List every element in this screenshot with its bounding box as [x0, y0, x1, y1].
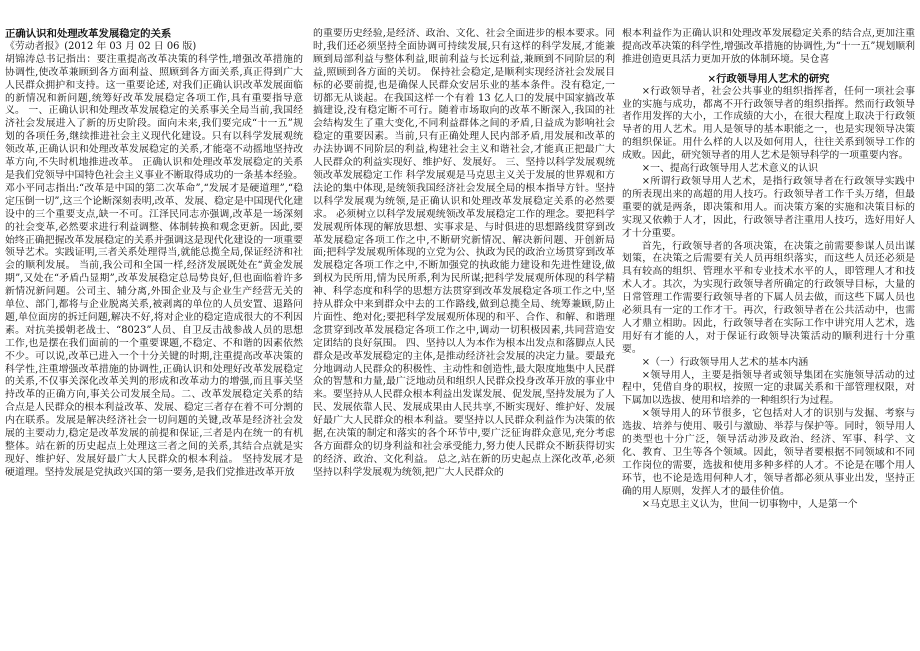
article-body-part-3: 根本利益作为正确认识和处理改革发展稳定关系的结合点,更加注重提高改革决策的科学性,增强改革措施的协调性,为“十一五”规划顺利推进创造更具活力更加开放的体制环境。吴仓喜: [622, 28, 915, 65]
column-right: [622, 28, 915, 642]
article-body-part-2: 的重要历史经验,是经济、政治、文化、社会全面进步的根本要求。同时,我们还必须坚持全面协调可持续发展,只有这样的科学发展,才能兼顾到局部利益与整体利益,眼前利益与长远利益,兼顾到不同阶层的利益,照顾到各方面的关切。 保持社会稳定,是顺利实现经济社会发展目标的必要前提,也是确保人民群众安居乐业的基本条件。没有稳定,一切都无从谈起。在我国这样一个有着 13 亿人口的发展中国家搞改革搞建设,没有稳定断不可行。随着市场取向的改革不断深入,我国的社会结构发生了重大变化,不同利益群体之间的矛盾,日益成为影响社会稳定的重要因素。当前,只有正确处理人民内部矛盾,用发展和改革的办法协调不同阶层的利益,构建社会主义和谐社会,才能真正把最广大人民群众的利益实现好、维护好、发展好。 三、坚持以科学发展观统领改革发展稳定工作 科学发展观是马克思主义关于发展的世界观和方法论的集中体现,是统领我国经济社会发展全局的根本指导方针。坚持以科学发展观为统领,是正确认识和处理改革发展稳定关系的必然要求。 必须树立以科学发展观统领改革发展稳定工作的理念。要把科学发展观所体现的解放思想、实事求是、与时俱进的思想路线贯穿到改革发展稳定各项工作之中,不断研究新情况、解决新问题、开创新局面;把科学发展观所体现的立党为公、执政为民的政治立场贯穿到改革发展稳定各项工作之中,不断加强党的执政能力建设和先进性建设,做到权为民所用,情为民所系,利为民所谋;把科学发展观所体现的科学精神、科学态度和科学的思想方法贯穿到改革发展稳定各项工作之中,坚持从群众中来到群众中去的工作路线,做到总揽全局、统筹兼顾,防止片面性、绝对化;要把科学发展观所体现的和平、合作、和解、和谐理念贯穿到改革发展稳定各项工作之中,调动一切积极因素,共同营造安定团结的良好氛围。 四、坚持以人为本作为根本出发点和落脚点人民群众是改革发展稳定的主体,是推动经济社会发展的决定力量。要最充分地调动人民群众的积极性、主动性和创造性,最大限度地集中人民群众的智慧和力量,最广泛地动员和组织人民群众投身改革开放的事业中来。要坚持从人民群众根本利益出发谋发展、促发展,坚持发展为了人民、发展依靠人民、发展成果由人民共享,不断实现好、维护好、发展好最广大人民群众的根本利益。要坚持以人民群众利益作为决策的依据,在决策的制定和落实的各个环节中,要广泛征询群众意见,充分考虑各方面群众的切身利益和社会承受能力,努力使人民群众不断获得切实的经济、政治、文化利益。 总之,站在新的历史起点上深化改革,必须坚持以科学发展观为统领,把广大人民群众的: [313, 28, 615, 478]
subheading: ×（一）行政领导用人艺术的基本内涵: [641, 356, 809, 368]
paragraph: ×领导用人，主要是指领导者或领导集团在实施领导活动的过程中，凭借自身的职权，按照一定的隶属关系和干部管理权限，对下属加以选拔、使用和培养的一种组织行为过程。: [622, 369, 915, 407]
column-middle: [313, 28, 615, 642]
subheading: ×一、提高行政领导用人艺术意义的认识: [641, 163, 818, 175]
paragraph: ×领导用人的环节很多，它包括对人才的识别与发掘、考察与选拔、培养与使用、吸引与激励、举荐与保护等。同时，领导用人的类型也十分广泛，领导活动涉及政治、经济、军事、科学、文化、教育、卫生等各个领域。因此，领导者要根据不同领域和不同工作岗位的需要，选拔和使用多种多样的人才。不论是在哪个用人环节，也不论是选用何种人才，领导者都必须从事业出发，坚持正确的用人原则，发挥人才的最佳价值。: [622, 408, 915, 497]
article-body-part-1: 胡锦涛总书记指出：要注重提高改革决策的科学性,增强改革措施的协调性,使改革兼顾到各方面利益、照顾到各方面关系,真正得到广大人民群众拥护和支持。这一重要论述, 对我们正确认识改革发展面临的新情况和新问题,统筹好改革发展稳定各项工作,具有重要指导意义。 一、正确认识和处理改革发展稳定的关系事关全局当前,我国经济社会发展进入了新的历史阶段。面向未来,我们要完成“十一五”规划的各项任务,继续推进社会主义现代化建设。只有以科学发展观统领改革,正确认识和处理改革发展稳定的关系,才能毫不动摇地坚持改革方向,不失时机地推进改革。 正确认识和处理改革发展稳定的关系是我们党领导中国特色社会主义事业不断取得成功的一条基本经验。邓小平同志指出:“改革是中国的第二次革命”,“发展才是硬道理”,“稳定压倒一切”,这三个论断深刻表明,改革、发展、稳定是中国现代化建设中的三个重要支点,缺一不可。江泽民同志亦强调,改革是一场深刻的社会变革,必然要求进行利益调整、体制转换和观念更新。因此,要始终正确把握改革发展稳定的关系并强调这是现代化建设的一项重要领导艺术。实践证明,三者关系处理得当,就能总揽全局,保证经济和社会的顺利发展。 当前,我公司和全国一样,经济发展既处在“黄金发展期”,又处在“矛盾凸显期”,改革发展稳定总局势良好,但也面临着许多新情况新问题。公司主、辅分离,外围企业及与企业生产经营无关的单位、部门,都将与企业脱离关系,被剥离的单位的人员安置、退路问题,单位面房的拆迁问题,解决不好,将对企业的稳定造成很大的不利因素。对抗美援朝老战士、“8023”人员、自卫反击战参战人员的思想工作,也是摆在我们面前的一个重要课题,不稳定、不和谐的因素依然不少。可以说,改革已进入一个十分关键的时期,注重提高改革决策的科学性,注重增强改革措施的协调性,正确认识和处理好改革发展稳定的关系,不仅事关深化改革关判的形成和改革动力的增强,而且事关坚持改革的正确方向,事关公司发展全局。二、改革发展稳定关系的结合点是人民群众的根本利益改革、发展、稳定三者存在着不可分割的内在联系。发展是解决经济社会一切问题的关键,改革是经济社会发展的主要动力,稳定是改革发展的前提和保证,三者是内在统一的有机整体。站在新的历史起点上处理这三者之间的关系,其结合点就是实现好、维护好、发展好最广大人民群众的根本利益。 坚持发展才是硬道理。坚持发展是党执政兴国的第一要务,是我们党推进改革开放: [5, 53, 303, 478]
paragraph: 首先，行政领导者的各项决策，在决策之前需要参谋人员出谋划策，在决策之后需要有关人员再组织落实，而这些人员还必须是具有较高的组织、管理水平和专业技术水平的人，即管理人才和技术人才。其次，为实现行政领导者所确定的行政领导目标，大量的日常管理工作需要行政领导者的下属人员去做，而这些下属人员也必须具有一定的工作才干。再次，行政领导者在公共活动中，也需人才鼎立相助。因此，行政领导者在实际工作中讲究用人艺术，选用好有才能的人，对于保证行政领导决策活动的顺利进行十分重要。: [622, 240, 915, 355]
paragraph: ×行政领导者，社会公共事业的组织指挥者，任何一项社会事业的实施与成功，都离不开行政领导者的组织指挥。然而行政领导者作用发挥的大小，工作成绩的大小，在很大程度上取决于行政领导者的用人艺术。用人是领导的基本职能之一，也是实现领导决策的组织保证。用什么样的人以及如何用人，往往关系到领导工作的成败。因此，研究领导者的用人艺术是领导科学的一项重要内容。: [622, 85, 915, 162]
paragraph: ×所谓行政领导用人艺术，是指行政领导者在行政领导实践中的所表现出来的高超的用人技巧。行政领导者工作千头万绪，但最重要的就是两条，即决策和用人。而决策方案的实施和决策目标的实现又依赖于人才，因此，行政领导者注重用人技巧，选好用好人才十分重要。: [622, 175, 915, 239]
section-title: ×行政领导用人艺术的研究: [707, 72, 830, 85]
column-left: [5, 28, 303, 642]
article-source: 《劳动者报》(2012 年 03 月 02 日 06 版): [5, 40, 197, 52]
article-title: 正确认识和处理改革发展稳定的关系: [5, 28, 172, 40]
paragraph: ×马克思主义认为，世间一切事物中，人是第一个: [641, 498, 858, 510]
